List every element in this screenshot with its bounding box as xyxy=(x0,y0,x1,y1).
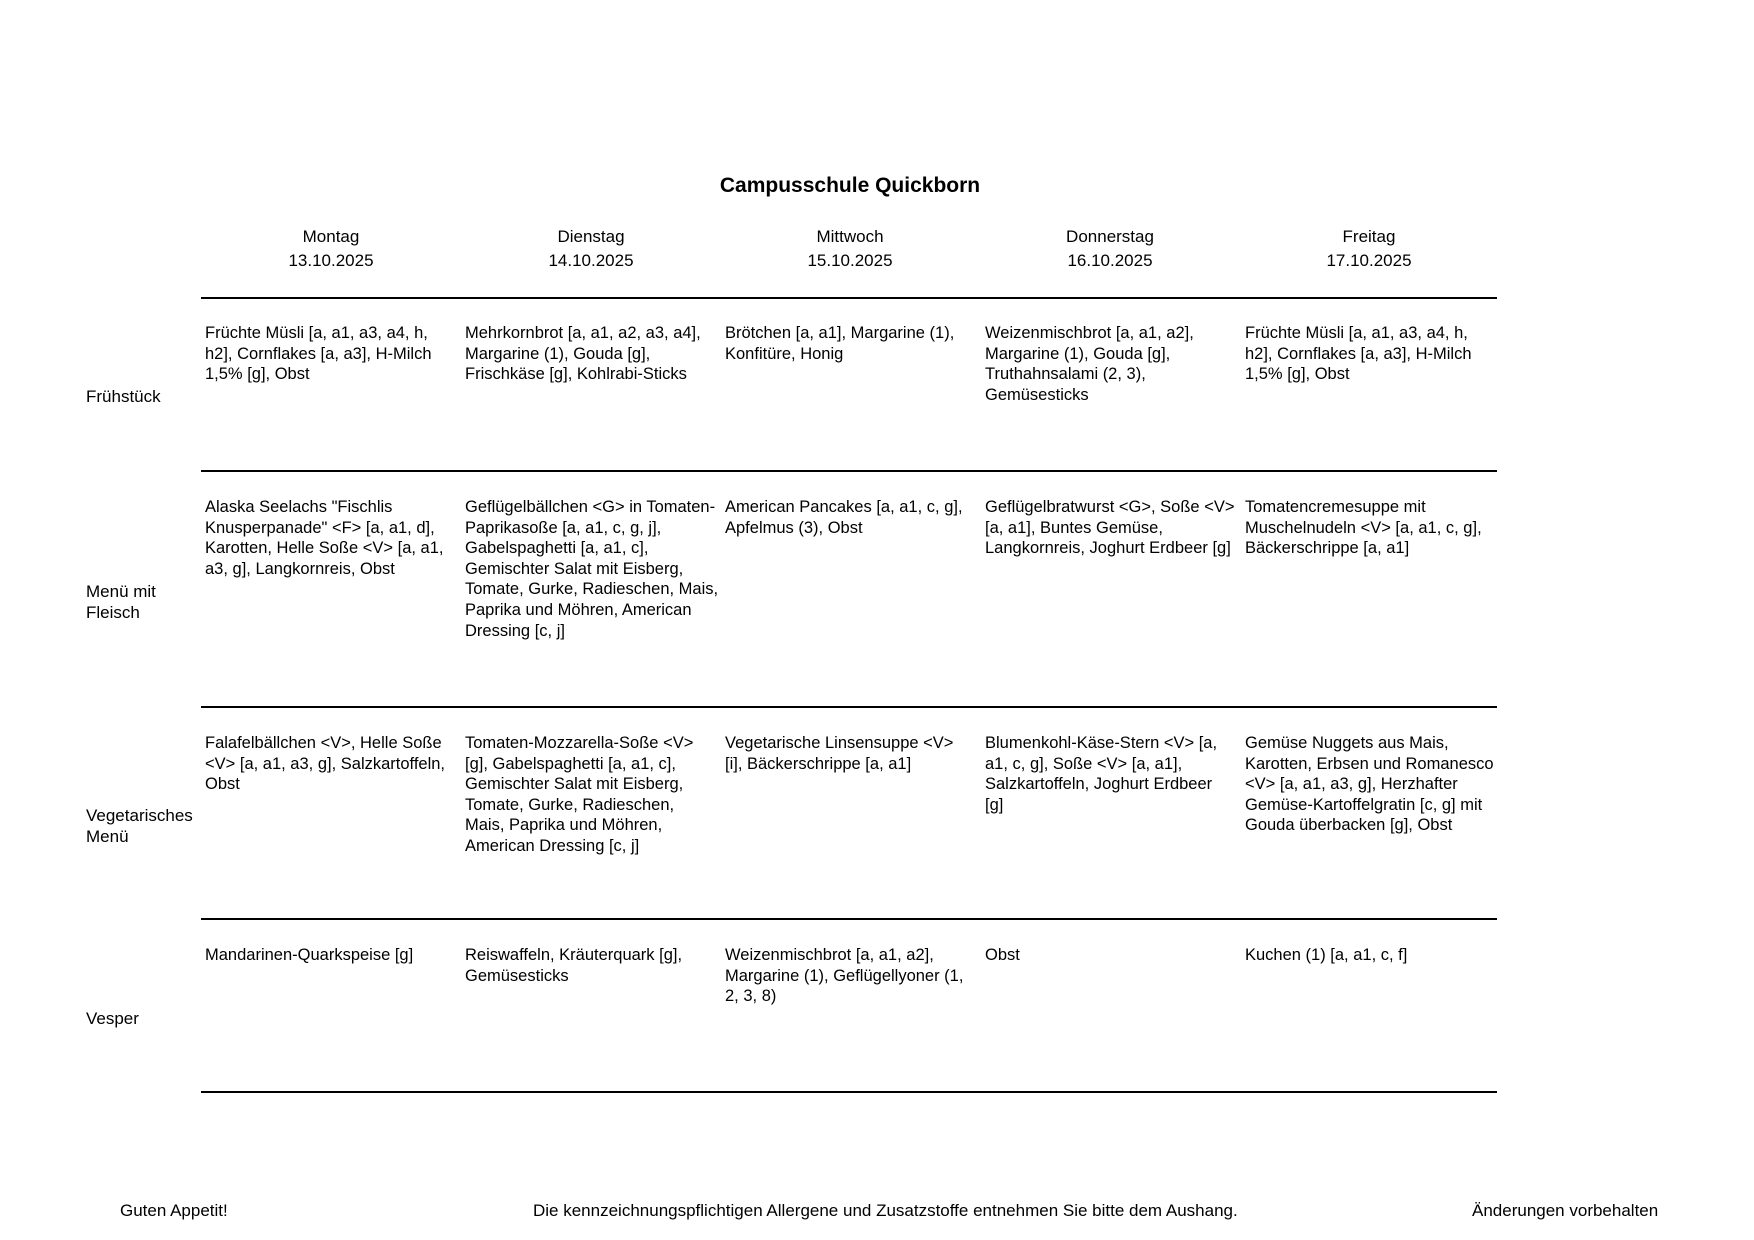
menu-cell-fleisch-montag: Alaska Seelachs "Fischlis Knusperpanade" <F> [a, a1, d], Karotten, Helle Soße <V> [a, a1, a3, g], Langkornreis, Obst xyxy=(205,498,444,578)
menu-cell-fleisch-mittwoch: American Pancakes [a, a1, c, g], Apfelmus (3), Obst xyxy=(725,498,963,537)
day-date: 17.10.2025 xyxy=(1326,251,1412,270)
menu-cell-fleisch-freitag: Tomatencremesuppe mit Muschelnudeln <V> [a, a1, c, g], Bäckerschrippe [a, a1] xyxy=(1245,498,1482,558)
divider-line xyxy=(201,918,1497,920)
day-name: Donnerstag xyxy=(1066,227,1154,246)
day-date: 16.10.2025 xyxy=(1067,251,1153,270)
menu-cell-vegetarisch-freitag: Gemüse Nuggets aus Mais, Karotten, Erbsen und Romanesco <V> [a, a1, a3, g], Herzhafter Gemüse-Kartoffelgratin [c, g] mit Gouda überbacken [g], Obst xyxy=(1245,734,1494,835)
row-label-vegetarisches-menue: Vegetarisches Menü xyxy=(86,806,193,846)
menu-cell-fruehstueck-freitag: Früchte Müsli [a, a1, a3, a4, h, h2], Cornflakes [a, a3], H-Milch 1,5% [g], Obst xyxy=(1245,324,1472,384)
menu-cell-fruehstueck-mittwoch: Brötchen [a, a1], Margarine (1), Konfitüre, Honig xyxy=(725,324,955,363)
day-date: 13.10.2025 xyxy=(288,251,374,270)
footer-greeting: Guten Appetit! xyxy=(120,1201,228,1220)
footer-disclaimer: Änderungen vorbehalten xyxy=(1472,1201,1659,1220)
menu-cell-vegetarisch-donnerstag: Blumenkohl-Käse-Stern <V> [a, a1, c, g], Soße <V> [a, a1], Salzkartoffeln, Joghurt Erdbeer [g] xyxy=(985,734,1218,814)
day-name: Mittwoch xyxy=(816,227,884,246)
menu-cell-vesper-montag: Mandarinen-Quarkspeise [g] xyxy=(205,946,414,964)
menu-cell-vegetarisch-mittwoch: Vegetarische Linsensuppe <V> [i], Bäckerschrippe [a, a1] xyxy=(725,734,954,773)
menu-cell-vegetarisch-dienstag: Tomaten-Mozzarella-Soße <V> [g], Gabelspaghetti [a, a1, c], Gemischter Salat mit Eisberg, Tomate, Gurke, Radieschen, Mais, Paprika und Möhren, American Dressing [c, j] xyxy=(465,734,694,855)
footer-allergen-note: Die kennzeichnungspflichtigen Allergene und Zusatzstoffe entnehmen Sie bitte dem Aushang. xyxy=(533,1201,1238,1220)
menu-cell-fleisch-donnerstag: Geflügelbratwurst <G>, Soße <V> [a, a1], Buntes Gemüse, Langkornreis, Joghurt Erdbeer [g] xyxy=(985,498,1235,558)
day-date: 14.10.2025 xyxy=(548,251,634,270)
row-label-vesper: Vesper xyxy=(86,1009,139,1028)
day-name: Montag xyxy=(302,227,360,246)
menu-cell-vesper-freitag: Kuchen (1) [a, a1, c, f] xyxy=(1245,946,1408,964)
menu-cell-vegetarisch-montag: Falafelbällchen <V>, Helle Soße <V> [a, a1, a3, g], Salzkartoffeln, Obst xyxy=(205,734,446,794)
row-label-fruehstueck: Frühstück xyxy=(86,387,161,406)
menu-cell-fruehstueck-donnerstag: Weizenmischbrot [a, a1, a2], Margarine (1), Gouda [g], Truthahnsalami (2, 3), Gemüsesticks xyxy=(985,324,1194,404)
day-header-tuesday xyxy=(466,225,716,273)
menu-cell-fruehstueck-montag: Früchte Müsli [a, a1, a3, a4, h, h2], Cornflakes [a, a3], H-Milch 1,5% [g], Obst xyxy=(205,324,432,384)
divider-line xyxy=(201,297,1497,299)
day-header-thursday xyxy=(985,225,1235,273)
divider-line xyxy=(201,470,1497,472)
divider-line xyxy=(201,706,1497,708)
day-header-monday xyxy=(206,225,456,273)
day-name: Dienstag xyxy=(557,227,625,246)
day-name: Freitag xyxy=(1342,227,1396,246)
page-title: Campusschule Quickborn xyxy=(719,174,981,197)
menu-cell-vesper-mittwoch: Weizenmischbrot [a, a1, a2], Margarine (1), Geflügellyoner (1, 2, 3, 8) xyxy=(725,946,964,1006)
row-label-menue-mit-fleisch: Menü mit Fleisch xyxy=(86,582,156,622)
menu-cell-vesper-donnerstag: Obst xyxy=(985,946,1020,964)
menu-cell-fleisch-dienstag: Geflügelbällchen <G> in Tomaten-Paprikasoße [a, a1, c, g, j], Gabelspaghetti [a, a1, c], Gemischter Salat mit Eisberg, Tomate, Gurke, Radieschen, Mais, Paprika und Möhren, American Dressing [c, j] xyxy=(465,498,719,640)
menu-cell-fruehstueck-dienstag: Mehrkornbrot [a, a1, a2, a3, a4], Margarine (1), Gouda [g], Frischkäse [g], Kohlrabi-Sticks xyxy=(465,324,701,384)
divider-line xyxy=(201,1091,1497,1093)
menu-cell-vesper-dienstag: Reiswaffeln, Kräuterquark [g], Gemüsesticks xyxy=(465,946,683,985)
day-date: 15.10.2025 xyxy=(807,251,893,270)
day-header-friday xyxy=(1244,225,1494,273)
day-header-wednesday xyxy=(725,225,975,273)
